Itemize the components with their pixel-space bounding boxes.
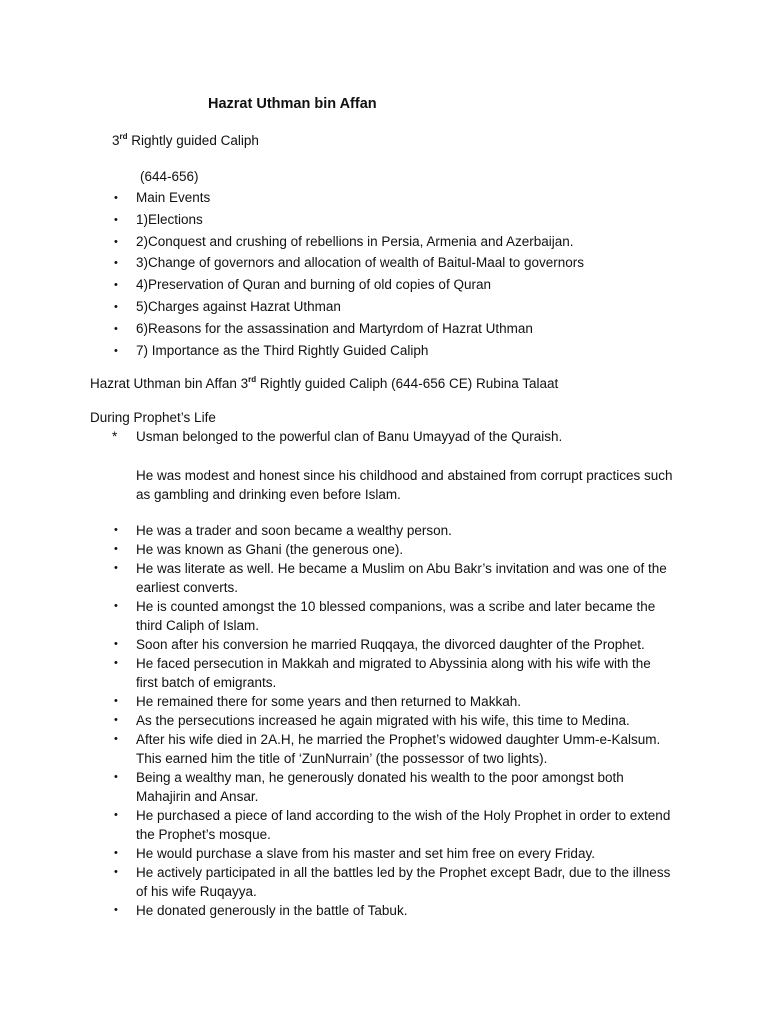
subtitle-ordinal: 3 [112, 133, 120, 148]
subtitle-text: Rightly guided Caliph [127, 133, 259, 148]
star-item [112, 429, 562, 444]
list-item-text: He was known as Ghani (the generous one). [136, 542, 404, 557]
main-events-list [112, 188, 584, 362]
list-item [112, 768, 672, 806]
list-item-text: 4)Preservation of Quran and burning of old copies of Quran [136, 277, 491, 293]
document-title: Hazrat Uthman bin Affan [208, 96, 377, 112]
list-item [112, 540, 672, 559]
caliph-subtitle [112, 133, 259, 148]
list-item [112, 210, 584, 232]
bullet-icon: • [114, 562, 118, 574]
list-item-text: 5)Charges against Hazrat Uthman [136, 298, 341, 314]
bullet-icon: • [114, 714, 118, 726]
bullet-icon: • [114, 192, 118, 204]
star-item-text: Usman belonged to the powerful clan of Banu Umayyad of the Quraish. [136, 429, 563, 444]
list-item [112, 654, 672, 692]
list-item-text: 7) Importance as the Third Rightly Guided Caliph [136, 342, 429, 358]
bullet-icon: • [114, 809, 118, 821]
list-item-text: He was a trader and soon became a wealthy person. [136, 523, 452, 538]
bullet-icon: • [114, 866, 118, 878]
list-item [112, 844, 672, 863]
reign-dates: (644-656) [140, 169, 199, 184]
bullet-icon: • [114, 695, 118, 707]
bullet-icon: • [114, 524, 118, 536]
list-item-text: Being a wealthy man, he generously donated his wealth to the poor amongst both Mahajirin and Ansar. [136, 770, 624, 804]
list-item-text: After his wife died in 2A.H, he married the Prophet’s widowed daughter Umm-e-Kalsum. This earned him the title of ‘ZunNurrain’ (the possessor of two lights). [136, 732, 661, 766]
list-item [112, 901, 672, 920]
bullet-icon: • [114, 771, 118, 783]
list-item [112, 188, 584, 210]
list-item [112, 559, 672, 597]
bullet-icon: • [114, 300, 118, 313]
list-item [112, 253, 584, 275]
list-item [112, 806, 672, 844]
bullet-icon: • [114, 235, 118, 248]
list-item-text: He donated generously in the battle of Tabuk. [136, 903, 408, 918]
list-item-text: 3)Change of governors and allocation of wealth of Baitul-Maal to governors [136, 255, 585, 271]
list-item-text: Main Events [136, 190, 211, 205]
list-item [112, 275, 584, 297]
list-item-text: 1)Elections [136, 211, 203, 227]
subtitle-ordinal-suffix: rd [119, 132, 128, 141]
heading-line-end: Rightly guided Caliph (644-656 CE) Rubina Talaat [256, 376, 559, 391]
bullet-icon: • [114, 638, 118, 650]
list-item-text: He purchased a piece of land according to the wish of the Holy Prophet in order to extend the Prophet’s mosque. [136, 808, 671, 842]
list-item [112, 341, 584, 363]
list-item [112, 711, 672, 730]
document-heading-line [90, 376, 558, 391]
list-item [112, 232, 584, 254]
bullet-icon: • [114, 257, 118, 270]
list-item-text: He actively participated in all the battles led by the Prophet except Badr, due to the illness of his wife Ruqayya. [136, 865, 671, 899]
bullet-icon: • [114, 322, 118, 335]
bullet-icon: • [114, 904, 118, 916]
list-item [112, 521, 672, 540]
bullet-icon: • [114, 543, 118, 555]
bullet-icon: • [114, 279, 118, 292]
section-heading: During Prophet’s Life [90, 410, 216, 425]
list-item [112, 319, 584, 341]
list-item [112, 692, 672, 711]
list-item-text: Soon after his conversion he married Ruqqaya, the divorced daughter of the Prophet. [136, 637, 645, 652]
list-item-text: He remained there for some years and then returned to Makkah. [136, 694, 521, 709]
body-paragraph: He was modest and honest since his childhood and abstained from corrupt practices such as gambling and drinking even before Islam. [136, 468, 673, 502]
list-item [112, 597, 672, 635]
asterisk-icon: * [112, 429, 118, 444]
heading-line-start: Hazrat Uthman bin Affan 3 [90, 376, 249, 391]
list-item-text: He faced persecution in Makkah and migrated to Abyssinia along with his wife with the first batch of emigrants. [136, 656, 651, 690]
list-item-text: He was literate as well. He became a Muslim on Abu Bakr’s invitation and was one of the earliest converts. [136, 561, 667, 595]
heading-ordinal-suffix: rd [248, 375, 257, 384]
list-item [112, 635, 672, 654]
list-item-text: 2)Conquest and crushing of rebellions in Persia, Armenia and Azerbaijan. [136, 233, 574, 249]
bullet-icon: • [114, 600, 118, 612]
bullet-icon: • [114, 733, 118, 745]
facts-list [112, 521, 672, 920]
list-item [112, 297, 584, 319]
list-item [112, 863, 672, 901]
bullet-icon: • [114, 344, 118, 357]
list-item-text: As the persecutions increased he again migrated with his wife, this time to Medina. [136, 713, 630, 728]
bullet-icon: • [114, 213, 118, 226]
bullet-icon: • [114, 657, 118, 669]
list-item-text: He is counted amongst the 10 blessed companions, was a scribe and later became the third Caliph of Islam. [136, 599, 656, 633]
bullet-icon: • [114, 847, 118, 859]
list-item [112, 730, 672, 768]
list-item-text: He would purchase a slave from his master and set him free on every Friday. [136, 846, 595, 861]
list-item-text: 6)Reasons for the assassination and Martyrdom of Hazrat Uthman [136, 320, 533, 336]
